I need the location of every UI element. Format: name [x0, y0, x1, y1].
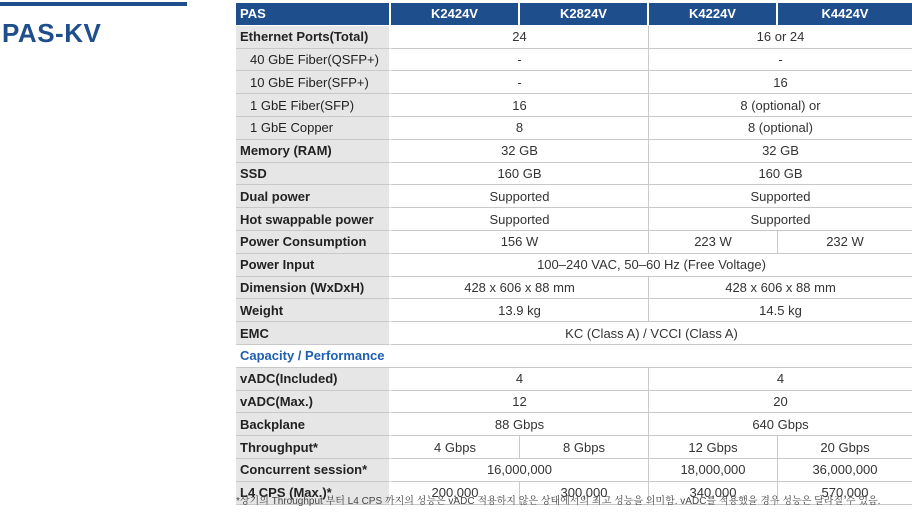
table-row: [236, 322, 912, 345]
cell-value: 88 Gbps: [391, 413, 649, 436]
cell-value: 200,000: [391, 482, 520, 505]
table-row: [236, 49, 912, 72]
table-header-row: [236, 3, 912, 26]
footnote: *상기의 Throughput 부터 L4 CPS 까지의 성능은 vADC 적용하지 않은 상태에서의 최고 성능을 의미함. vADC를 적용했을 경우 성능은 달라질 수 있음.: [236, 496, 881, 507]
table-row: [236, 26, 912, 49]
row-label: Backplane: [236, 413, 391, 436]
row-label: Hot swappable power: [236, 208, 391, 231]
cell-value: -: [391, 71, 649, 94]
row-label: Concurrent session*: [236, 459, 391, 482]
cell-value: 8 (optional) or: [649, 94, 912, 117]
cell-value: 160 GB: [649, 163, 912, 186]
cell-value: 640 Gbps: [649, 413, 912, 436]
row-label: 1 GbE Fiber(SFP): [236, 94, 391, 117]
page-title: PAS-KV: [2, 18, 102, 48]
cell-value: 16,000,000: [391, 459, 649, 482]
spec-table: [236, 3, 912, 505]
cell-value: 570,000: [778, 482, 912, 505]
header-k4224v: K4224V: [649, 3, 778, 26]
cell-value: 428 x 606 x 88 mm: [391, 277, 649, 300]
row-label: Dual power: [236, 185, 391, 208]
cell-value: 20 Gbps: [778, 436, 912, 459]
cell-value: Supported: [649, 185, 912, 208]
cell-value: 223 W: [649, 231, 778, 254]
cell-value: 16: [649, 71, 912, 94]
row-label: Ethernet Ports(Total): [236, 26, 391, 49]
row-label: EMC: [236, 322, 391, 345]
cell-value: 160 GB: [391, 163, 649, 186]
cell-value: 4: [391, 368, 649, 391]
cell-value: Supported: [649, 208, 912, 231]
table-row: [236, 277, 912, 300]
cell-value: 4: [649, 368, 912, 391]
cell-value: 14.5 kg: [649, 299, 912, 322]
cell-value: 36,000,000: [778, 459, 912, 482]
table-row: [236, 391, 912, 414]
table-row: [236, 140, 912, 163]
section-heading-capacity: Capacity / Performance: [236, 345, 912, 368]
cell-value: 32 GB: [649, 140, 912, 163]
cell-value: -: [391, 49, 649, 72]
row-label: Weight: [236, 299, 391, 322]
cell-value: 100–240 VAC, 50–60 Hz (Free Voltage): [391, 254, 912, 277]
row-label: 1 GbE Copper: [236, 117, 391, 140]
table-row: [236, 436, 912, 459]
row-label: Power Consumption: [236, 231, 391, 254]
table-row: [236, 299, 912, 322]
table-row: [236, 368, 912, 391]
cell-value: KC (Class A) / VCCI (Class A): [391, 322, 912, 345]
cell-value: Supported: [391, 185, 649, 208]
table-row: [236, 163, 912, 186]
row-label: vADC(Max.): [236, 391, 391, 414]
table-row: [236, 208, 912, 231]
cell-value: 300,000: [520, 482, 649, 505]
row-label: 40 GbE Fiber(QSFP+): [236, 49, 391, 72]
table-row: [236, 117, 912, 140]
table-row: [236, 254, 912, 277]
cell-value: 12 Gbps: [649, 436, 778, 459]
cell-value: 18,000,000: [649, 459, 778, 482]
cell-value: 16 or 24: [649, 26, 912, 49]
cell-value: -: [649, 49, 912, 72]
row-label: Memory (RAM): [236, 140, 391, 163]
cell-value: 8 Gbps: [520, 436, 649, 459]
row-label: Dimension (WxDxH): [236, 277, 391, 300]
cell-value: 8: [391, 117, 649, 140]
cell-value: 232 W: [778, 231, 912, 254]
cell-value: 20: [649, 391, 912, 414]
row-label: 10 GbE Fiber(SFP+): [236, 71, 391, 94]
header-k4424v: K4424V: [778, 3, 912, 26]
cell-value: 13.9 kg: [391, 299, 649, 322]
cell-value: 156 W: [391, 231, 649, 254]
cell-value: 32 GB: [391, 140, 649, 163]
table-row: [236, 231, 912, 254]
section-row: [236, 345, 912, 368]
row-label: Throughput*: [236, 436, 391, 459]
row-label: L4 CPS (Max.)*: [236, 482, 391, 505]
cell-value: 4 Gbps: [391, 436, 520, 459]
cell-value: 340,000: [649, 482, 778, 505]
table-row: [236, 185, 912, 208]
cell-value: 12: [391, 391, 649, 414]
header-k2424v: K2424V: [391, 3, 520, 26]
table-row: [236, 413, 912, 436]
cell-value: Supported: [391, 208, 649, 231]
row-label: Power Input: [236, 254, 391, 277]
table-row: [236, 459, 912, 482]
cell-value: 428 x 606 x 88 mm: [649, 277, 912, 300]
row-label: vADC(Included): [236, 368, 391, 391]
title-accent-bar: [0, 2, 187, 6]
table-row: [236, 71, 912, 94]
header-k2824v: K2824V: [520, 3, 649, 26]
header-pas: PAS: [236, 3, 391, 26]
cell-value: 8 (optional): [649, 117, 912, 140]
row-label: SSD: [236, 163, 391, 186]
table-row: [236, 94, 912, 117]
cell-value: 16: [391, 94, 649, 117]
cell-value: 24: [391, 26, 649, 49]
